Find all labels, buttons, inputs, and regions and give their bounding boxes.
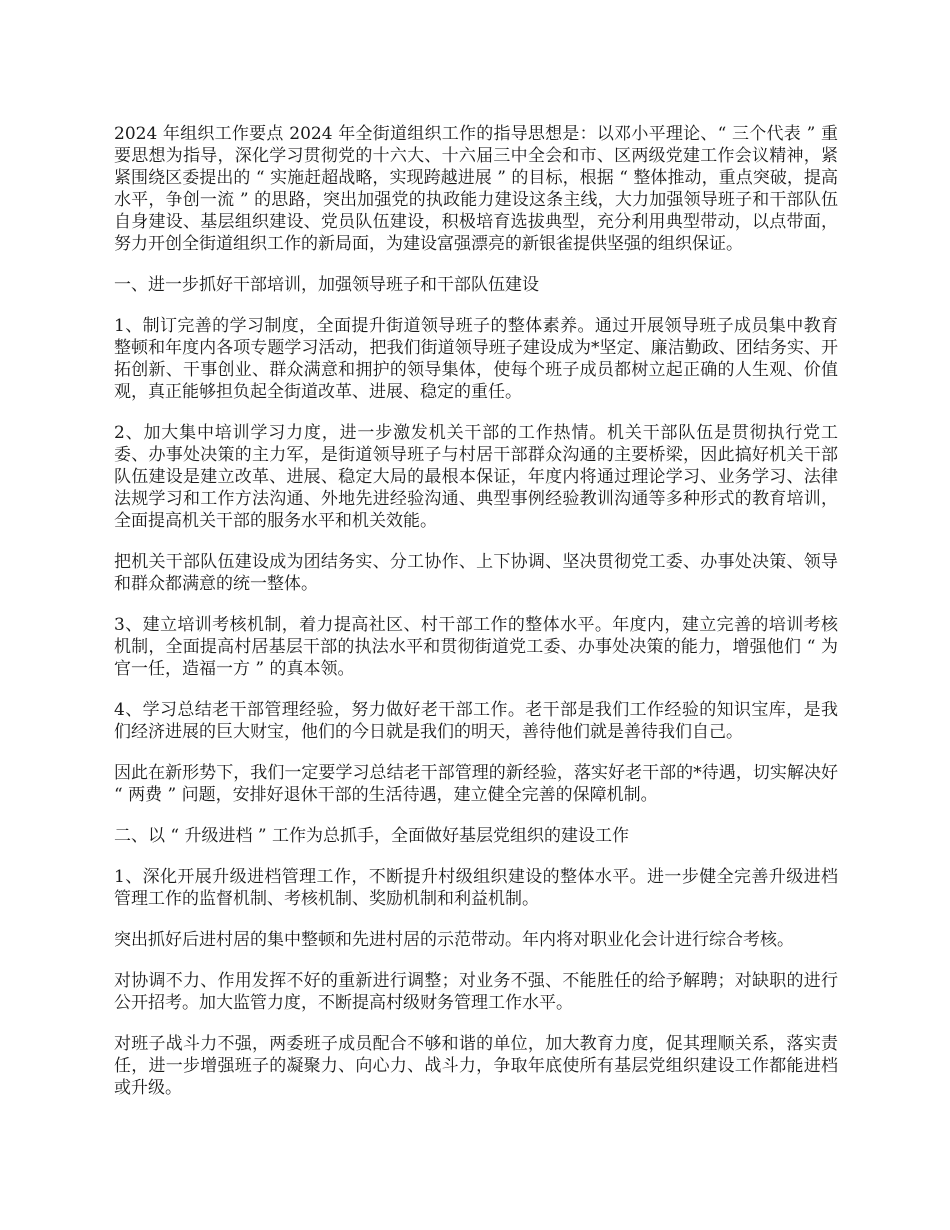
body-paragraph: 4、学习总结老干部管理经验，努力做好老干部工作。老干部是我们工作经验的知识宝库，是我们经济进展的巨大财宝，他们的今日就是我们的明天，善待他们就是善待我们自己。 — [114, 700, 838, 742]
body-paragraph: 3、建立培训考核机制，着力提高社区、村干部工作的整体水平。年度内，建立完善的培训考核机制，全面提高村居基层干部的执法水平和贯彻街道党工委、办事处决策的能力，增强他们 “ 为官一任，造福一方 ” 的真本领。 — [114, 615, 838, 679]
section-heading-1: 一、进一步抓好干部培训，加强领导班子和干部队伍建设 — [114, 275, 539, 295]
document-page — [114, 123, 838, 1118]
body-paragraph: 因此在新形势下，我们一定要学习总结老干部管理的新经验，落实好老干部的*待遇，切实解决好 “ 两费 ” 问题，安排好退休干部的生活待遇，建立健全完善的保障机制。 — [114, 763, 838, 805]
body-paragraph: 1、深化开展升级进档管理工作，不断提升村级组织建设的整体水平。进一步健全完善升级进档管理工作的监督机制、考核机制、奖励机制和利益机制。 — [114, 867, 838, 909]
body-paragraph: 突出抓好后进村居的集中整顿和先进村居的示范带动。年内将对职业化会计进行综合考核。 — [114, 930, 794, 950]
body-paragraph: 对协调不力、作用发挥不好的重新进行调整；对业务不强、不能胜任的给予解聘；对缺职的进行公开招考。加大监管力度，不断提高村级财务管理工作水平。 — [114, 971, 838, 1013]
body-paragraph: 2、加大集中培训学习力度，进一步激发机关干部的工作热情。机关干部队伍是贯彻执行党工委、办事处决策的主力军，是街道领导班子与村居干部群众沟通的主要桥梁，因此搞好机关干部队伍建设是建立改革、进展、稳定大局的最根本保证，年度内将通过理论学习、业务学习、法律法规学习和工作方法沟通、外地先进经验沟通、典型事例经验教训沟通等多种形式的教育培训，全面提高机关干部的服务水平和机关效能。 — [114, 423, 838, 531]
section-heading-2: 二、以 “ 升级进档 ” 工作为总抓手，全面做好基层党组织的建设工作 — [114, 826, 629, 846]
body-paragraph: 对班子战斗力不强，两委班子成员配合不够和谐的单位，加大教育力度，促其理顺关系，落实责任，进一步增强班子的凝聚力、向心力、战斗力，争取年底使所有基层党组织建设工作都能进档或升级。 — [114, 1034, 838, 1098]
body-paragraph: 把机关干部队伍建设成为团结务实、分工协作、上下协调、坚决贯彻党工委、办事处决策、领导和群众都满意的统一整体。 — [114, 552, 838, 594]
body-paragraph: 1、制订完善的学习制度，全面提升街道领导班子的整体素养。通过开展领导班子成员集中教育整顿和年度内各项专题学习活动，把我们街道领导班子建设成为*坚定、廉洁勤政、团结务实、开拓创新、干事创业、群众满意和拥护的领导集体，使每个班子成员都树立起正确的人生观、价值观，真正能够担负起全街道改革、进展、稳定的重任。 — [114, 316, 838, 402]
intro-paragraph: 2024 年组织工作要点 2024 年全街道组织工作的指导思想是：以邓小平理论、“ 三个代表 ” 重要思想为指导，深化学习贯彻党的十六大、十六届三中全会和市、区两级党建工作会议精神，紧紧围绕区委提出的 “ 实施赶超战略，实现跨越进展 ” 的目标，根据 “ 整体推动，重点突破，提高水平，争创一流 ” 的思路，突出加强党的执政能力建设这条主线，大力加强领导班子和干部队伍自身建设、基层组织建设、党员队伍建设，积极培育选拔典型，充分利用典型带动，以点带面，努力开创全街道组织工作的新局面，为建设富强漂亮的新银雀提供坚强的组织保证。 — [114, 124, 838, 254]
